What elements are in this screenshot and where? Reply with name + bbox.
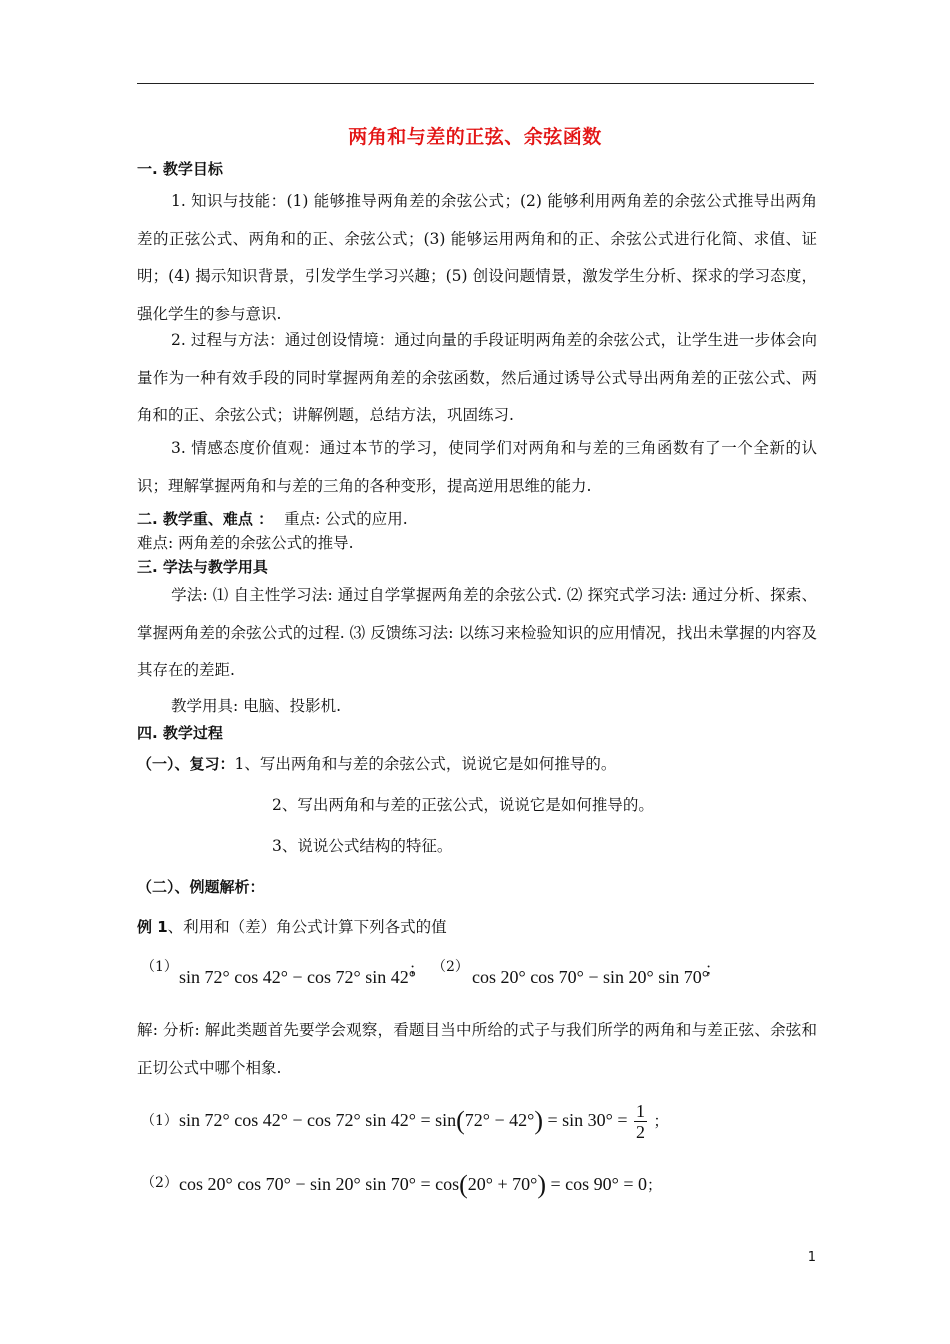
difficulty-point: 难点: 两角差的余弦公式的推导.	[137, 534, 354, 552]
question-1-number: （1）	[141, 959, 178, 975]
header-rule	[137, 83, 814, 84]
teaching-tools: 教学用具: 电脑、投影机.	[171, 697, 342, 715]
answer-2-number: （2）	[141, 1175, 178, 1191]
page-title: 两角和与差的正弦、余弦函数	[348, 126, 602, 148]
example-1-text: 、利用和（差）角公式计算下列各式的值	[167, 918, 447, 936]
question-2-expression: cos 20° cos 70° − sin 20° sin 70°	[472, 967, 709, 987]
fraction-denominator: 2	[636, 1122, 646, 1143]
question-1-expression: sin 72° cos 42° − cos 72° sin 42°	[179, 967, 416, 987]
review-item: 2、写出两角和与差的正弦公式，说说它是如何推导的。	[272, 796, 654, 814]
left-paren: (	[456, 1106, 465, 1135]
example-1-label: 例 1	[137, 918, 168, 936]
section-1-paragraph-1	[137, 183, 817, 333]
section-1-paragraph-2	[137, 322, 817, 435]
paragraph-text: 2. 过程与方法：通过创设情境：通过向量的手段证明两角差的余弦公式，让学生进一步体会向量作为一种有效手段的同时掌握两角差的余弦函数，然后通过诱导公式导出两角差的正弦公式、两角和的正、余弦公式；讲解例题，总结方法，巩固练习.	[137, 331, 817, 424]
answer-1-equation	[179, 1098, 669, 1142]
review-line-1	[137, 752, 616, 774]
answer-1-number: （1）	[141, 1113, 178, 1129]
answer-1-inner: 72° − 42°	[464, 1110, 535, 1130]
examples-label: （二）、例题解析：	[137, 878, 265, 896]
answer-1-mid: = sin 30° =	[547, 1110, 628, 1130]
answer-2-mid: = cos 90° = 0	[550, 1174, 647, 1194]
review-item: 1、写出两角和与差的余弦公式，说说它是如何推导的。	[234, 755, 617, 773]
answer-2-lhs: cos 20° cos 70° − sin 20° sin 70° = cos	[179, 1174, 460, 1194]
answer-1-end: ；	[653, 1114, 669, 1130]
answer-2-equation	[179, 1162, 662, 1206]
section-4-heading: 四. 教学过程	[137, 724, 223, 742]
section-3-paragraph-1	[137, 577, 817, 690]
section-2-line	[137, 507, 408, 529]
answer-2-end: ；	[647, 1178, 663, 1194]
section-2-heading: 二. 教学重、难点 ：	[137, 510, 274, 528]
review-label: （一）、复习：	[137, 755, 235, 773]
section-3-heading: 三. 学法与教学用具	[137, 558, 268, 576]
key-point: 重点: 公式的应用.	[284, 510, 408, 528]
solution-analysis: 解: 分析: 解此类题首先要学会观察，看题目当中所给的式子与我们所学的两角和与差正弦、余弦和正切公式中哪个相象.	[137, 1021, 817, 1077]
answer-1-lhs: sin 72° cos 42° − cos 72° sin 42° = sin	[179, 1110, 457, 1130]
fraction-numerator: 1	[636, 1101, 646, 1122]
answer-2-inner: 20° + 70°	[467, 1174, 538, 1194]
review-item: 3、说说公式结构的特征。	[272, 837, 453, 855]
paragraph-text: 学法: ⑴ 自主性学习法: 通过自学掌握两角差的余弦公式. ⑵ 探究式学习法: 通过分析、探索、掌握两角差的余弦公式的过程. ⑶ 反馈练习法: 以练习来检验知识的应用情况，找出未掌握的内容及其存在的差距.	[137, 586, 817, 679]
example-1-heading	[137, 915, 447, 937]
fraction-one-half	[634, 1101, 647, 1142]
right-paren: )	[537, 1170, 546, 1199]
paragraph-text: 3. 情感态度价值观：通过本节的学习，使同学们对两角和与差的三角函数有了一个全新的认识；理解掌握两角和与差的三角的各种变形，提高逆用思维的能力.	[137, 439, 817, 495]
left-paren: (	[459, 1170, 468, 1199]
page-number: 1	[807, 1250, 816, 1265]
separator: ；	[705, 960, 721, 978]
paragraph-text: 1. 知识与技能：(1) 能够推导两角差的余弦公式；(2) 能够利用两角差的余弦公式推导出两角差的正弦公式、两角和的正、余弦公式；(3) 能够运用两角和的正、余弦公式进行化简、求值、证明；(4) 揭示知识背景，引发学生学习兴趣；(5) 创设问题情景，激发学生分析、探求的学习态度，强化学生的参与意识.	[137, 192, 817, 323]
question-2-number: （2）	[432, 959, 469, 975]
right-paren: )	[534, 1106, 544, 1135]
section-1-heading: 一. 教学目标	[137, 160, 223, 178]
separator: ；	[409, 960, 425, 978]
section-1-paragraph-3	[137, 430, 817, 505]
